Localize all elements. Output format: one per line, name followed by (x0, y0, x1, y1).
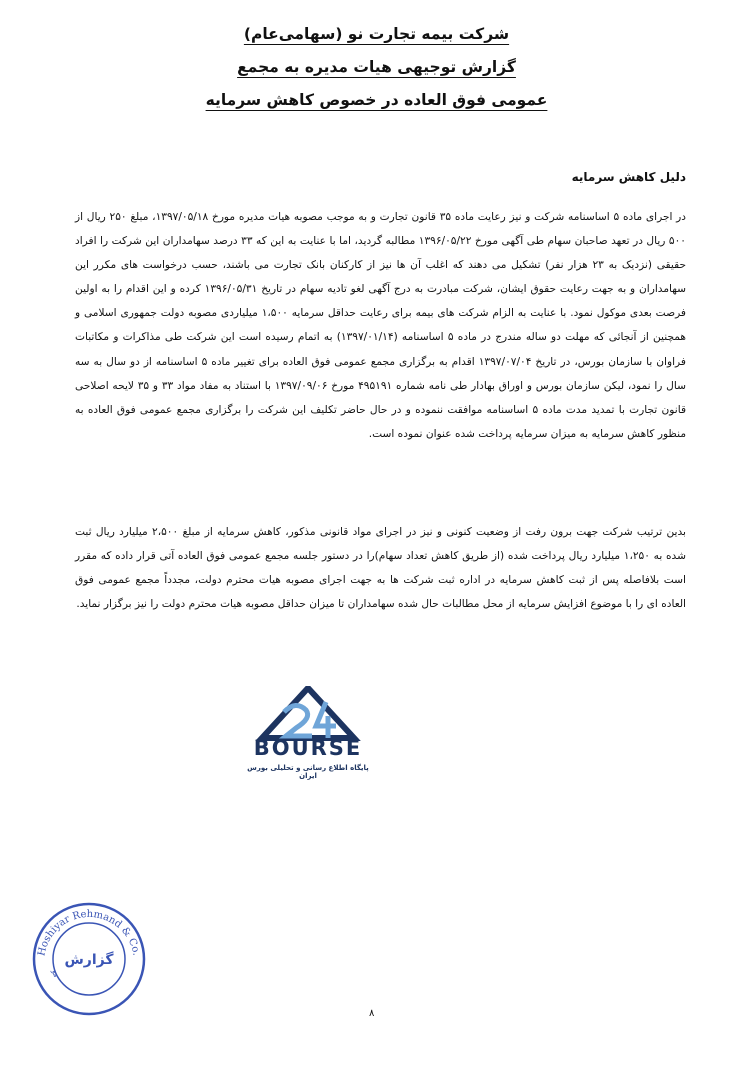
paragraph-1: در اجرای ماده ۵ اساسنامه شرکت و نیز رعایت ماده ۳۵ قانون تجارت و به موجب مصوبه هیات مدیره مورخ ۱۳۹۷/۰۵/۱۸، مبلغ ۲۵۰ ریال از ۵۰۰ ریال در تعهد صاحبان سهام طی آگهی مورخ ۱۳۹۶/۰۵/۲۲ مطالبه گردید، اما با عنایت به این که ۳۳ درصد سهامداران این شرکت را افراد حقیقی (نزدیک به ۲۳ هزار نفر) تشکیل می دهند که اغلب آن ها نیز از کارکنان بانک تجارت می باشند، حسب درخواست های مکرر این سهامداران و به جهت رعایت حقوق ایشان، شرکت مبادرت به درج آگهی لغو تادیه سهام در تاریخ ۱۳۹۶/۰۵/۳۱ کرده و این اقدام را به اولین فرصت بعدی موکول نمود. با عنایت به الزام شرکت های بیمه برای رعایت حداقل سرمایه ۱،۵۰۰ میلیاردی مصوبه دولت جمهوری اسلامی و همچنین از آنجائی که مهلت دو ساله مندرج در ماده ۵ اساسنامه (۱۳۹۷/۰۱/۱۴) به اتمام رسیده است این شرکت طی مذاکرات و مکاتبات فراوان با سازمان بورس، در تاریخ ۱۳۹۷/۰۷/۰۴ اقدام به برگزاری مجمع عمومی فوق العاده برای تغییر ماده ۵ اساسنامه از دو سال به سه سال را نمود، لیکن سازمان بورس و اوراق بهادار طی نامه شماره ۴۹۵۱۹۱ مورخ ۱۳۹۷/۰۹/۰۶ با استناد به مفاد مواد ۳۳ و ۳۵ لایحه اصلاحی قانون تجارت با تمدید مدت ماده ۵ اساسنامه موافقت ننموده و در حال حاضر تکلیف این شرکت را برگزاری مجمع عمومی فوق العاده به منظور کاهش سرمایه به میزان سرمایه پرداخت شده عنوان نموده است. (75, 211, 687, 440)
auditor-stamp-icon (30, 900, 148, 1018)
logo-wordmark: BOURSE (253, 736, 363, 760)
paragraph-2: بدین ترتیب شرکت جهت برون رفت از وضعیت کنونی و نیز در اجرای مواد قانونی مذکور، کاهش سرمایه از مبلغ ۲،۵۰۰ میلیارد ریال ثبت شده به ۱،۲۵۰ میلیارد ریال پرداخت شده (از طریق کاهش تعداد سهام)را در دستور جلسه مجمع عمومی فوق العاده آتی قرار داده که مقرر است بلافاصله پس از ثبت کاهش سرمایه در اداره ثبت شرکت ها به جهت اجرای مصوبه هیات محترم دولت، مجدداً مجمع عمومی فوق العاده ای را با موضوع افزایش سرمایه از محل مطالبات حال شده سهامداران تا میزان حداقل مصوبه هیات محترم دولت را نیز برگزار نماید. (75, 526, 686, 611)
stamp-center-text: گزارش (64, 952, 114, 968)
logo-subtitle: پایگاه اطلاع رسانی و تحلیلی بورس ایران (247, 764, 369, 780)
stamp-bottom-text: مو (50, 968, 61, 979)
report-title-line1: گزارش توجیهی هیات مدیره به مجمع (237, 58, 516, 76)
report-title-line2: عمومی فوق العاده در خصوص کاهش سرمایه (205, 91, 548, 109)
document-header (0, 18, 753, 117)
page-number: ۸ (369, 1008, 375, 1019)
stamp-ring-text: Hoshiyar Rehmand & Co. (36, 908, 142, 958)
svg-text:Hoshiyar Rehmand & Co. (36, 909, 141, 957)
company-title: شرکت بیمه تجارت نو (سهامی‌عام) (243, 25, 510, 43)
section-title: دلیل کاهش سرمایه (571, 170, 686, 184)
